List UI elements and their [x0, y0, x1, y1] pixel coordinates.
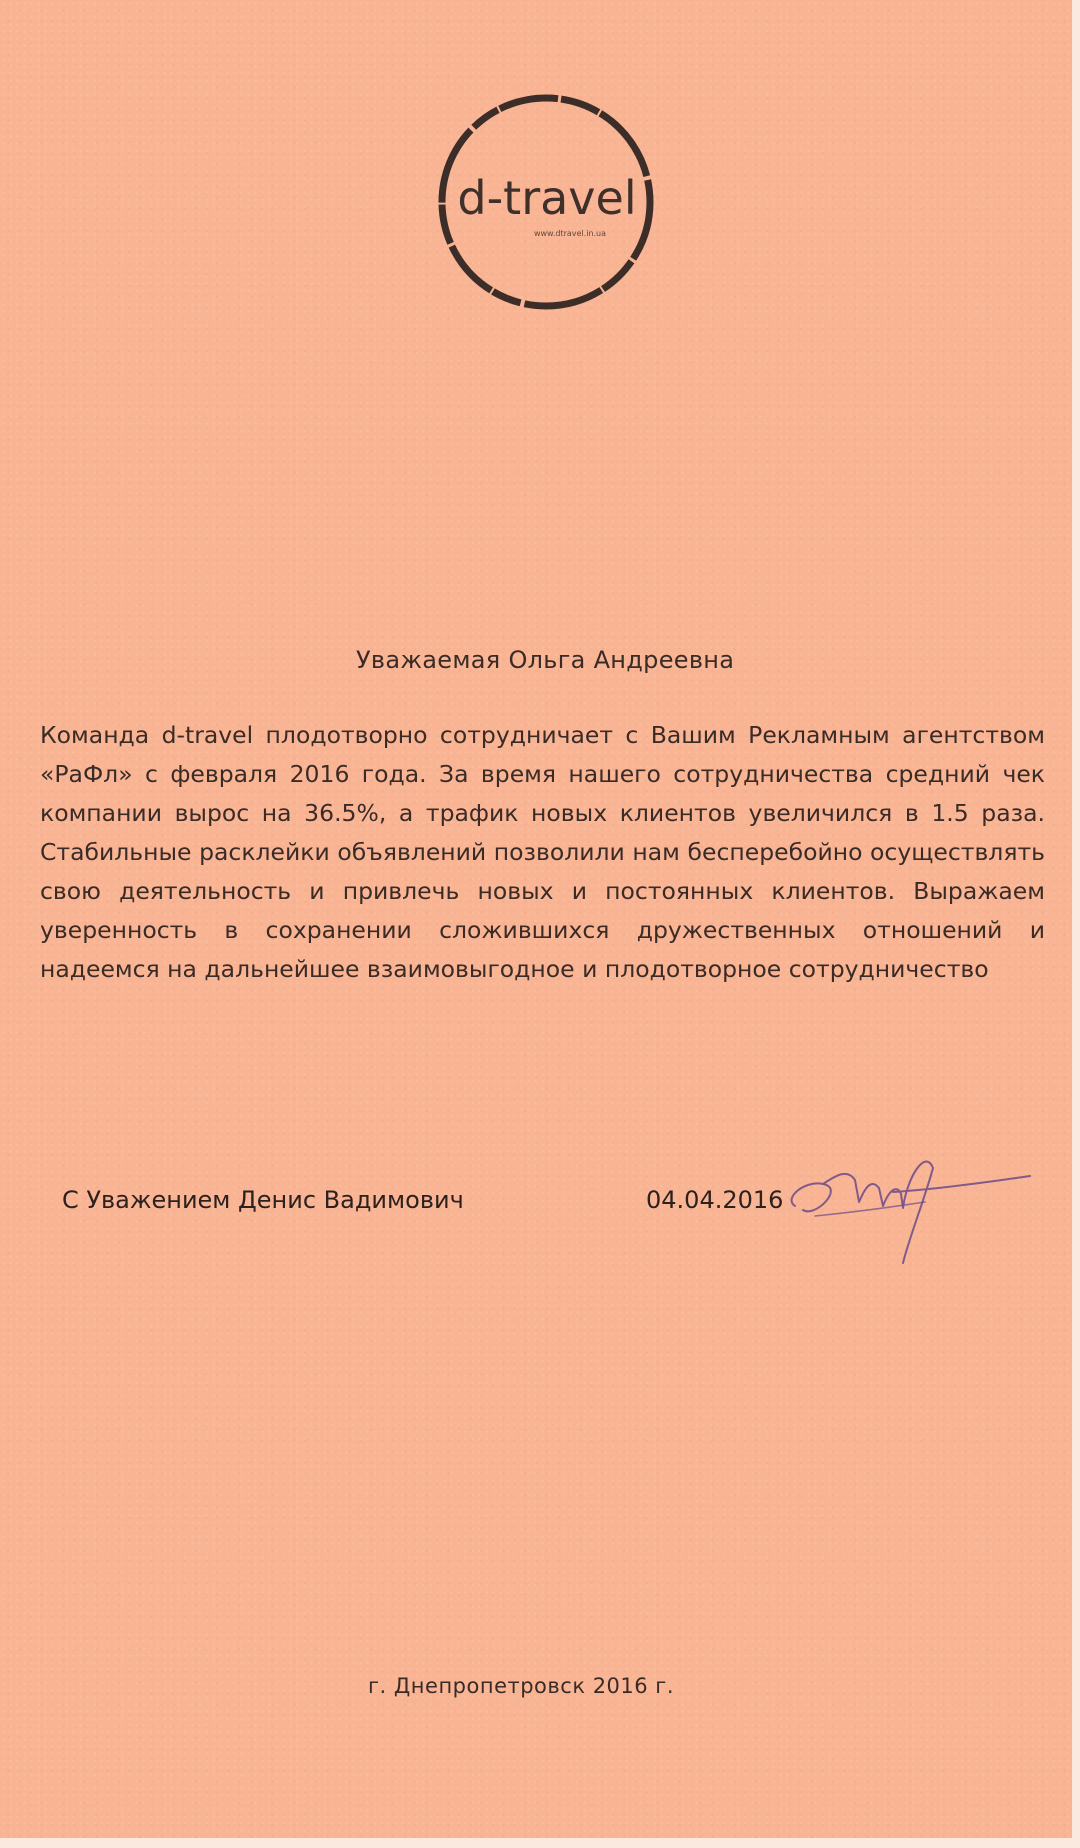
letter-greeting: Уважаемая Ольга Андреевна	[356, 646, 735, 674]
stamp-brand-text: d-travel	[457, 171, 637, 225]
letter-signoff: С Уважением Денис Вадимович	[62, 1186, 464, 1214]
handwritten-signature	[775, 1128, 1035, 1278]
stamp-site-text: www.dtravel.in.ua	[533, 229, 607, 238]
letter-date: 04.04.2016	[646, 1186, 784, 1214]
d-travel-stamp	[430, 86, 662, 318]
letter-footer: г. Днепропетровск 2016 г.	[368, 1674, 675, 1698]
letter-body: Команда d-travel плодотворно сотрудничает с Вашим Рекламным агентством «РаФл» с февраля 2016 года. За время нашего сотрудничества средний чек компании вырос на 36.5%, а трафик новых клиентов увеличился в 1.5 раза. Стабильные расклейки объявлений позволили нам бесперебойно осуществлять свою деятельность и привлечь новых и постоянных клиентов. Выражаем уверенность в сохранении сложившихся дружественных отношений и надеемся на дальнейшее взаимовыгодное и плодотворное сотрудничество	[40, 721, 1045, 983]
